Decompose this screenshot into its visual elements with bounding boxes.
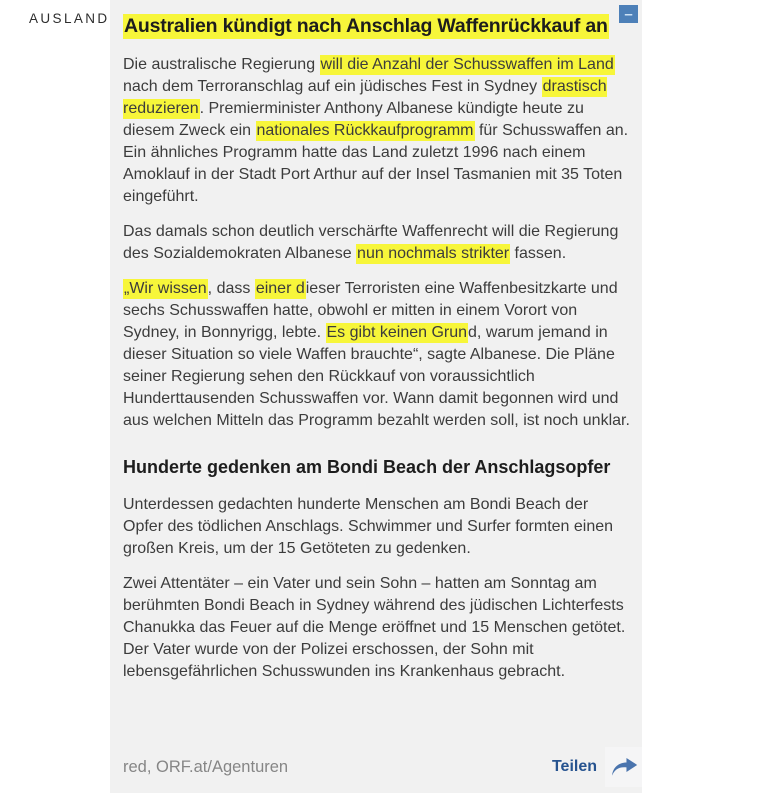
highlighted-text: drastisch reduzieren	[123, 78, 607, 118]
article-headline	[123, 14, 630, 39]
article-paragraph	[123, 278, 630, 432]
highlighted-text: will die Anzahl der Schusswaffen im Land	[320, 56, 614, 74]
text-run: . Premierminister Anthony Albanese kündigte heute zu diesem Zweck ein	[123, 100, 584, 140]
article-paragraph	[123, 221, 630, 265]
highlighted-text: nun nochmals strikter	[357, 245, 510, 263]
byline-credit: red, ORF.at/Agenturen	[123, 757, 289, 776]
article-body	[123, 54, 630, 682]
text-run: Hunderte gedenken am Bondi Beach der Anschlagsopfer	[123, 457, 611, 478]
highlighted-text: nationales Rückkaufprogramm	[256, 122, 474, 140]
article-paragraph	[123, 494, 630, 560]
text-run: Das damals schon deutlich verschärfte Waffenrecht will die Regierung des Sozialdemokraten Albanese	[123, 223, 619, 263]
text-run: , dass	[207, 280, 255, 298]
text-run: für Schusswaffen an. Ein ähnliches Programm hatte das Land zuletzt 1996 nach einem Amoklauf in der Stadt Port Arthur auf der Insel Tasmanien mit 35 Toten eingeführt.	[123, 122, 629, 206]
share-control[interactable]	[552, 747, 642, 787]
text-run: Unterdessen gedachten hunderte Menschen am Bondi Beach der Opfer des tödlichen Anschlags. Schwimmer und Surfer formten einen großen Kreis, um der 15 Getöteten zu gedenken.	[123, 495, 614, 557]
highlighted-text: „Wir wissen	[124, 280, 207, 298]
highlighted-text: Es gibt keinen Grun	[326, 324, 468, 342]
collapse-button[interactable]	[619, 5, 638, 23]
minus-icon: –	[624, 5, 633, 23]
article-subheadline	[123, 456, 630, 479]
text-run: nach dem Terroranschlag auf ein jüdisches Fest in Sydney	[123, 78, 542, 96]
category-label: AUSLAND	[29, 11, 110, 26]
highlighted-text: Australien kündigt nach Anschlag Waffenrückkauf an	[124, 15, 608, 37]
share-button[interactable]	[605, 747, 642, 787]
article-paragraph	[123, 573, 630, 683]
share-label[interactable]: Teilen	[551, 758, 597, 775]
text-run: fassen.	[510, 245, 567, 263]
highlighted-text: einer d	[255, 280, 305, 298]
article-paragraph	[123, 54, 630, 208]
article-panel	[110, 0, 642, 793]
text-run: d, warum jemand in dieser Situation so viele Waffen brauchte“, sagte Albanese. Die Pläne seiner Regierung sehen den Rückkauf von voraussichtlich Hunderttausenden Schusswaffen vor. Wann damit begonnen wird und aus welchen Mitteln das Programm bezahlt werden soll, ist noch unklar.	[123, 324, 630, 430]
article-footer	[123, 747, 642, 787]
text-run: Zwei Attentäter – ein Vater und sein Sohn – hatten am Sonntag am berühmten Bondi Beach in Sydney während des jüdischen Lichterfests Chanukka das Feuer auf die Menge eröffnet und 15 Menschen getötet. Der Vater wurde von der Polizei erschossen, der Sohn mit lebensgefährlichen Schusswunden ins Krankenhaus gebracht.	[123, 574, 626, 680]
text-run: ieser Terroristen eine Waffenbesitzkarte und sechs Schusswaffen hatte, obwohl er mitten in einem Vorort von Sydney, in Bonnyrigg, lebte.	[123, 280, 618, 342]
text-run: Die australische Regierung	[123, 56, 320, 74]
share-arrow-icon	[610, 756, 638, 778]
